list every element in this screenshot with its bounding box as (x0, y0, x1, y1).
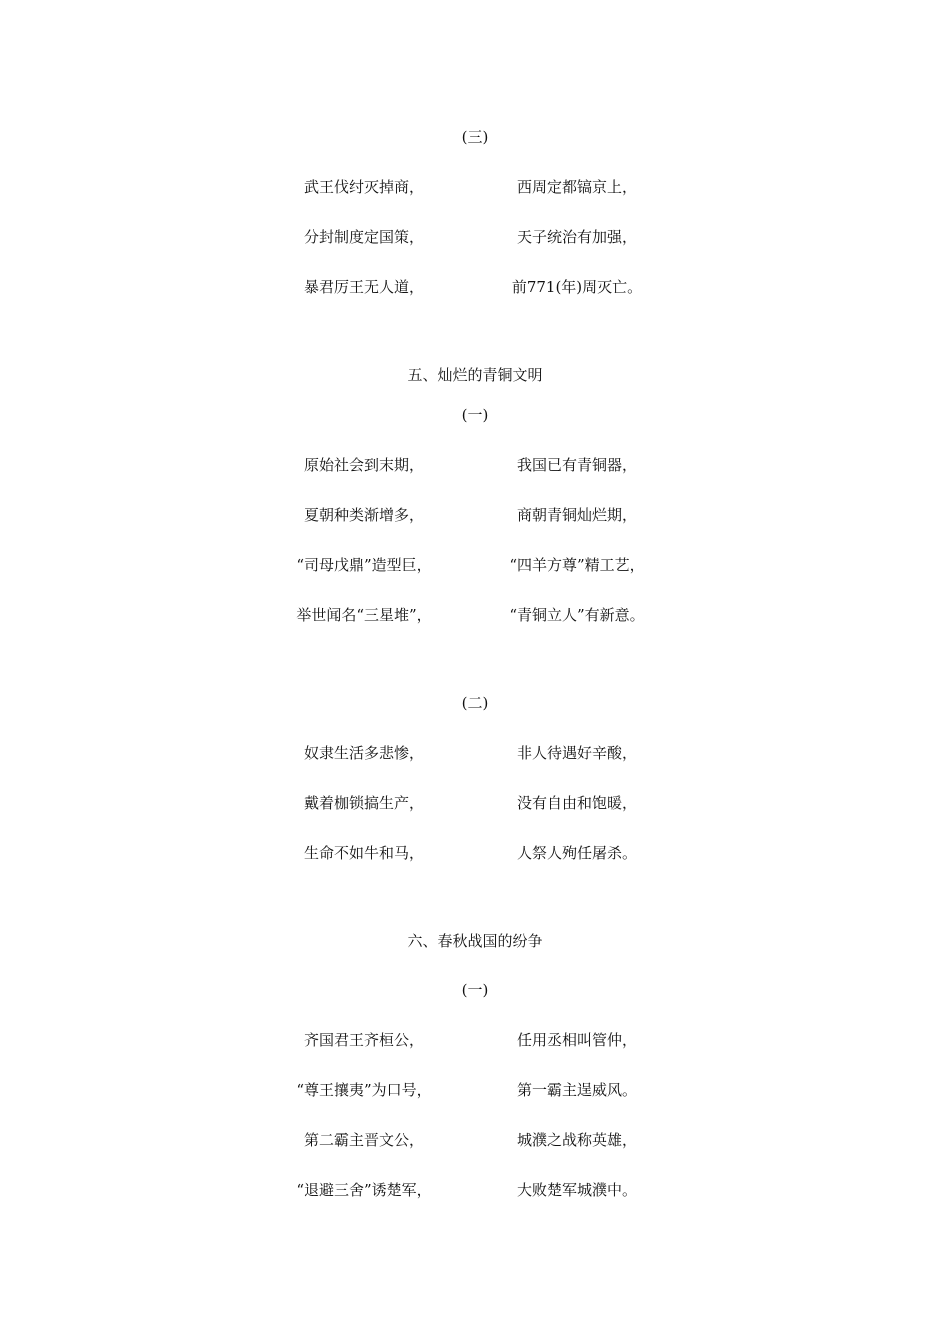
verse-line-right: 没有自由和饱暖， (516, 794, 637, 812)
chapter-title-6: 六、春秋战国的纷争 (407, 932, 543, 950)
verse-line-right: 任用丞相叫管仲， (516, 1031, 637, 1049)
verse-line-right: “四羊方尊”精工艺， (509, 556, 645, 574)
section-label-5-1: (一) (461, 406, 489, 424)
verse-line-left: 齐国君王齐桓公， (303, 1031, 424, 1049)
verse-line-left: 举世闻名“三星堆”， (296, 606, 432, 624)
verse-line-right: 第一霸主逞威风。 (516, 1081, 637, 1099)
verse-line-left: “司母戊鼎”造型巨， (296, 556, 432, 574)
verse-line-right: 大败楚军城濮中。 (516, 1181, 637, 1199)
verse-line-right: 前771(年)周灭亡。 (511, 278, 643, 296)
section-label-6-1: (一) (461, 981, 489, 999)
chapter-title-5: 五、灿烂的青铜文明 (407, 366, 543, 384)
verse-line-left: 戴着枷锁搞生产， (303, 794, 424, 812)
verse-line-right: 人祭人殉任屠杀。 (516, 844, 637, 862)
verse-line-left: 暴君厉王无人道， (303, 278, 424, 296)
verse-line-left: “退避三舍”诱楚军， (296, 1181, 432, 1199)
verse-line-left: “尊王攘夷”为口号， (296, 1081, 432, 1099)
verse-line-left: 夏朝种类渐增多， (303, 506, 424, 524)
verse-line-left: 原始社会到末期， (303, 456, 424, 474)
verse-line-left: 奴隶生活多悲惨， (303, 744, 424, 762)
verse-line-right: 商朝青铜灿烂期， (516, 506, 637, 524)
verse-line-right: 西周定都镐京上， (516, 178, 637, 196)
section-label-5-2: (二) (461, 694, 489, 712)
section-label-3: (三) (461, 128, 489, 146)
verse-line-right: 非人待遇好辛酸， (516, 744, 637, 762)
verse-line-left: 第二霸主晋文公， (303, 1131, 424, 1149)
verse-line-right: 天子统治有加强， (516, 228, 637, 246)
verse-line-right: 我国已有青铜器， (516, 456, 637, 474)
verse-line-left: 生命不如牛和马， (303, 844, 424, 862)
verse-line-left: 武王伐纣灭掉商， (303, 178, 424, 196)
verse-line-right: “青铜立人”有新意。 (509, 606, 645, 624)
verse-line-left: 分封制度定国策， (303, 228, 424, 246)
verse-line-right: 城濮之战称英雄， (516, 1131, 637, 1149)
